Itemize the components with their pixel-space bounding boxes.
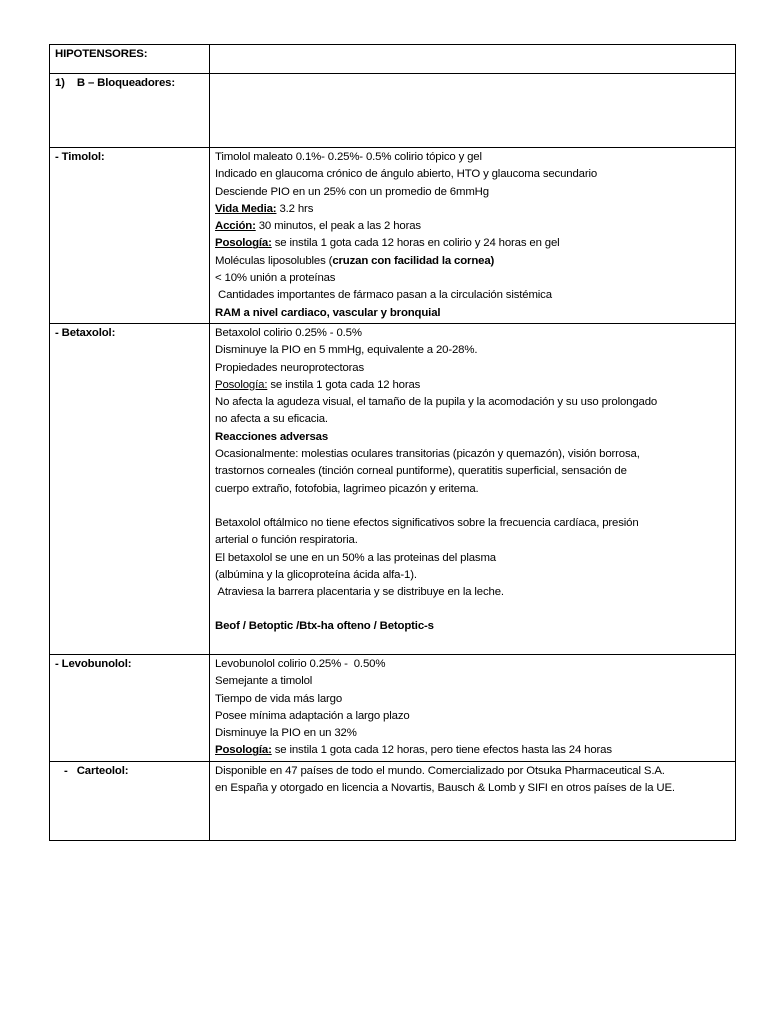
text-line: Propiedades neuroprotectoras [215,361,365,374]
text-line: trastornos corneales (tinción corneal puntiforme), queratitis superficial, sensación de [215,465,627,478]
table-row [50,654,736,761]
empty-cell [210,45,736,74]
text-line: Atraviesa la barrera placentaria y se distribuye en la leche. [215,586,504,599]
text-line: Disminuye la PIO en un 32% [215,727,357,740]
section-cell [50,74,210,148]
text-line: Tiempo de vida más largo [215,692,343,705]
drug-name-cell [50,323,210,654]
text-fragment: Moléculas liposolubles ( [215,254,333,267]
text-line: cuerpo extraño, fotofobia, lagrimeo picazón y eritema. [215,482,479,495]
field-label: Posología: [215,378,268,391]
table-row [50,45,736,74]
table-row [50,323,736,654]
field-label: Acción: [215,220,256,233]
text-line [215,253,730,270]
text-line: Disponible en 47 países de todo el mundo. Comercializado por Otsuka Pharmaceutical S.A. [215,764,665,777]
text-fragment-bold: cruzan con facilidad la cornea) [332,254,495,267]
text-line: Levobunolol colirio 0.25% - 0.50% [215,657,386,670]
text-line: Desciende PIO en un 25% con un promedio de 6mmHg [215,185,489,198]
text-line: Posee mínima adaptación a largo plazo [215,709,410,722]
text-line [215,201,730,218]
text-line: < 10% unión a proteínas [215,272,336,285]
text-line: Disminuye la PIO en 5 mmHg, equivalente a 20-28%. [215,344,478,357]
text-line [215,377,730,394]
text-line: Cantidades importantes de fármaco pasan a la circulación sistémica [215,289,552,302]
table-row [50,761,736,840]
field-value: se instila 1 gota cada 12 horas, pero tiene efectos hasta las 24 horas [271,744,612,757]
drug-name-timolol: - Timolol: [55,151,105,163]
field-value: 30 minutos, el peak a las 2 horas [255,220,421,233]
drug-info-cell [210,761,736,840]
text-line: Semejante a timolol [215,675,313,688]
drug-info-cell [210,654,736,761]
drug-info-cell [210,323,736,654]
section-label: 1) B – Bloqueadores: [55,77,175,89]
drug-name-levobunolol: - Levobunolol: [55,657,132,670]
text-line: en España y otorgado en licencia a Novartis, Bausch & Lomb y SIFI en otros países de la UE. [215,782,675,795]
brand-names: Beof / Betoptic /Btx-ha ofteno / Betoptic-s [215,620,434,633]
text-line: Timolol maleato 0.1%- 0.25%- 0.5% colirio tópico y gel [215,151,482,163]
field-label: Posología: [215,744,272,757]
drug-name-cell [50,148,210,324]
field-label: Posología: [215,237,272,250]
text-line [215,235,730,252]
text-line: (albúmina y la glicoproteína ácida alfa-1). [215,568,417,581]
table-row [50,74,736,148]
drug-name-carteolol: - Carteolol: [55,764,129,777]
text-line [215,742,730,759]
spacer [215,601,730,618]
text-line: arterial o función respiratoria. [215,534,358,547]
drug-name-cell [50,761,210,840]
text-line: No afecta la agudeza visual, el tamaño de la pupila y la acomodación y su uso prolongado [215,396,658,409]
field-value: se instila 1 gota cada 12 horas [267,378,421,391]
text-line: Betaxolol colirio 0.25% - 0.5% [215,326,362,339]
text-line [215,218,730,235]
text-line: Indicado en glaucoma crónico de ángulo abierto, HTO y glaucoma secundario [215,168,598,181]
field-value: se instila 1 gota cada 12 horas en colirio y 24 horas en gel [271,237,560,250]
field-value: 3.2 hrs [276,202,314,215]
text-line: Betaxolol oftálmico no tiene efectos significativos sobre la frecuencia cardíaca, presión [215,516,639,529]
text-line: Ocasionalmente: molestias oculares transitorias (picazón y quemazón), visión borrosa, [215,448,640,461]
table-row [50,148,736,324]
field-label: Vida Media: [215,202,277,215]
drug-name-cell [50,654,210,761]
drug-table [49,44,736,841]
text-line: El betaxolol se une en un 50% a las proteinas del plasma [215,551,496,564]
text-line: Reacciones adversas [215,430,329,443]
text-line: no afecta a su eficacia. [215,413,328,426]
text-line: RAM a nivel cardiaco, vascular y bronquial [215,306,441,319]
spacer [215,498,730,515]
drug-name-betaxolol: - Betaxolol: [55,326,116,339]
page-title: HIPOTENSORES: [55,48,148,60]
drug-info-cell [210,148,736,324]
header-title-cell [50,45,210,74]
empty-cell [210,74,736,148]
